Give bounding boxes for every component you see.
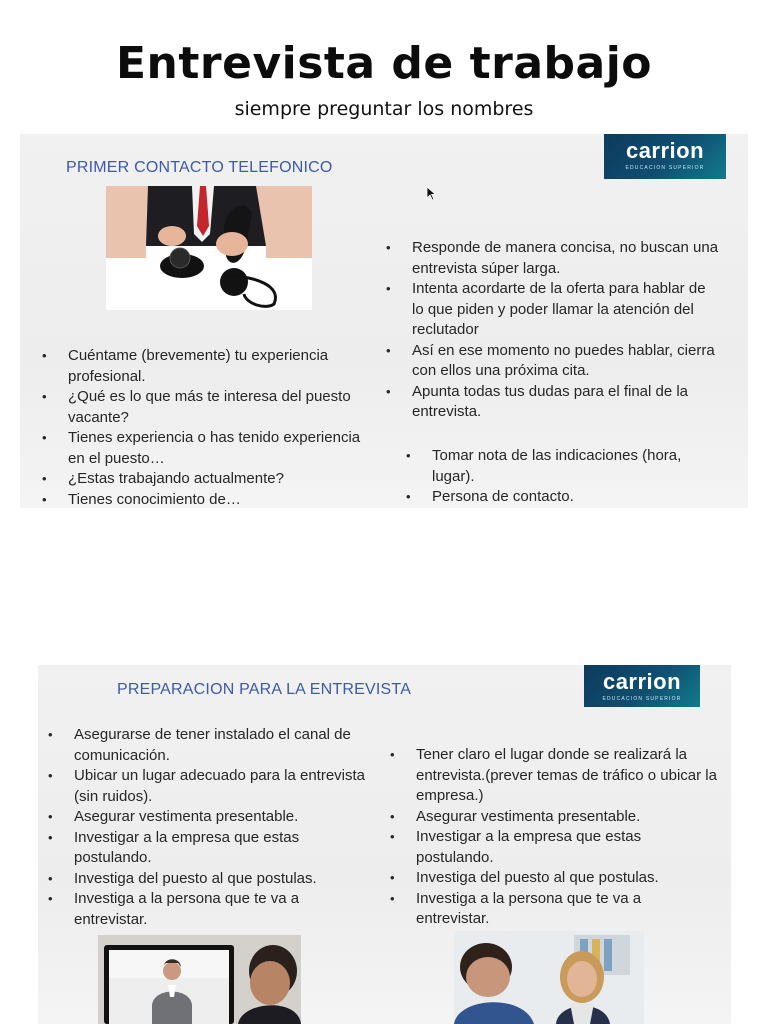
list-item: • Investigar a la empresa que estas postulando. [388, 827, 718, 868]
list-item: • Tienes experiencia o has tenido experiencia en el puesto… [40, 428, 370, 469]
logo-brand: carrion [625, 138, 705, 163]
list-item: • Investiga del puesto al que postulas. [46, 869, 366, 890]
list-item: • Así en ese momento no puedes hablar, cierra con ellos una próxima cita. [384, 341, 719, 382]
list-item: • Apunta todas tus dudas para el final de la entrevista. [384, 382, 719, 423]
logo-brand: carrion [602, 669, 682, 694]
list-item: • Investigar a la empresa que estas postulando. [46, 828, 366, 869]
list-item: • Tener claro el lugar donde se realizará la entrevista.(prever temas de tráfico o ubicar la empresa.) [388, 745, 718, 807]
list-item: • Investiga del puesto al que postulas. [388, 868, 718, 889]
carrion-logo [584, 665, 700, 707]
list-item: • Asegurarse de tener instalado el canal de comunicación. [46, 725, 366, 766]
logo-tagline: EDUCACION SUPERIOR [625, 165, 705, 171]
slide1-left-list [40, 346, 370, 508]
slide2-left-list [46, 725, 366, 930]
telephone-photo [106, 186, 312, 310]
slide1-right-list [384, 238, 719, 423]
list-item: • Investiga a la persona que te va a entrevistar. [388, 889, 718, 930]
slide-heading: PRIMER CONTACTO TELEFONICO [66, 159, 333, 176]
page-subtitle: siempre preguntar los nombres [234, 98, 534, 120]
page-title: Entrevista de trabajo [115, 38, 653, 89]
mouse-pointer-icon [426, 186, 438, 202]
video-call-photo [98, 935, 301, 1024]
interview-photo [454, 931, 644, 1024]
list-item: • Tienes conocimiento de… [40, 490, 370, 509]
list-item: • Intenta acordarte de la oferta para hablar de lo que piden y poder llamar la atención del reclutador [384, 279, 719, 341]
list-item: • Cuéntame (brevemente) tu experiencia profesional. [40, 346, 370, 387]
carrion-logo [604, 134, 726, 179]
list-item: • Investiga a la persona que te va a entrevistar. [46, 889, 366, 930]
logo-tagline: EDUCACION SUPERIOR [602, 696, 682, 702]
list-item: • Asegurar vestimenta presentable. [46, 807, 366, 828]
slide1-sub-list [404, 446, 724, 508]
list-item: • ¿Qué es lo que más te interesa del puesto vacante? [40, 387, 370, 428]
slide-primer-contacto [20, 134, 748, 508]
slide2-right-list [388, 745, 718, 930]
list-item: • ¿Estas trabajando actualmente? [40, 469, 370, 490]
slide-preparacion [38, 665, 731, 1024]
list-item: • Persona de contacto. [404, 487, 724, 508]
list-item: • Ubicar un lugar adecuado para la entrevista (sin ruidos). [46, 766, 366, 807]
slide-heading: PREPARACION PARA LA ENTREVISTA [117, 681, 412, 698]
list-item: • Tomar nota de las indicaciones (hora, lugar). [404, 446, 724, 487]
list-item: • Responde de manera concisa, no buscan una entrevista súper larga. [384, 238, 719, 279]
list-item: • Asegurar vestimenta presentable. [388, 807, 718, 828]
